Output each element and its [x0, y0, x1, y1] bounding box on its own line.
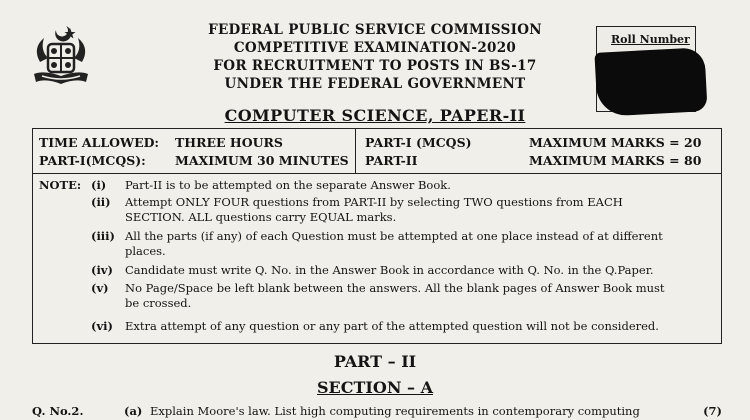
- note-text: No Page/Space be left blank between the answers. All the blank pages of Answer Book must: [125, 281, 665, 295]
- note-text: Attempt ONLY FOUR questions from PART-II by selecting TWO questions from EACH: [125, 195, 623, 209]
- recruitment-line: FOR RECRUITMENT TO POSTS IN BS-17: [213, 58, 537, 74]
- roll-number-label: Roll Number: [611, 33, 690, 46]
- note-number: (v): [91, 281, 109, 295]
- question-part: (a): [124, 404, 143, 418]
- note-label: NOTE:: [39, 178, 82, 192]
- note-text: All the parts (if any) of each Question must be attempted at one place instead of at different: [125, 229, 663, 243]
- paper-subject-title: COMPUTER SCIENCE, PAPER-II: [224, 106, 526, 125]
- note-text: be crossed.: [125, 296, 192, 310]
- part1-max-marks: MAXIMUM MARKS = 20: [529, 135, 702, 150]
- question-number: Q. No.2.: [32, 404, 84, 418]
- redacted-roll-number: [594, 47, 707, 117]
- note-text: SECTION. ALL questions carry EQUAL marks.: [125, 210, 397, 224]
- note-number: (iii): [91, 229, 115, 243]
- government-line: UNDER THE FEDERAL GOVERNMENT: [224, 76, 526, 92]
- note-number: (vi): [91, 319, 113, 333]
- part1-time-value: MAXIMUM 30 MINUTES: [175, 153, 349, 168]
- note-number: (i): [91, 178, 107, 192]
- note-text: Extra attempt of any question or any part of the attempted question will not be considered.: [125, 319, 659, 333]
- question-text: Explain Moore's law. List high computing requirements in contemporary computing: [150, 404, 640, 418]
- part1-time-label: PART-I(MCQS):: [39, 153, 146, 168]
- section-heading: SECTION – A: [317, 378, 433, 397]
- note-text: places.: [125, 244, 166, 258]
- exam-name: COMPETITIVE EXAMINATION-2020: [233, 40, 517, 56]
- note-text: Candidate must write Q. No. in the Answer Book in accordance with Q. No. in the Q.Paper.: [125, 263, 654, 277]
- time-allowed-label: TIME ALLOWED:: [39, 135, 160, 150]
- part-heading: PART – II: [333, 352, 417, 371]
- part1-marks-label: PART-I (MCQS): [365, 135, 472, 150]
- part2-marks-label: PART-II: [365, 153, 418, 168]
- divider: [33, 173, 721, 174]
- time-allowed-value: THREE HOURS: [175, 135, 283, 150]
- commission-name: FEDERAL PUBLIC SERVICE COMMISSION: [208, 22, 542, 38]
- part2-max-marks: MAXIMUM MARKS = 80: [529, 153, 702, 168]
- note-number: (ii): [91, 195, 111, 209]
- note-number: (iv): [91, 263, 113, 277]
- question-marks: (7): [703, 404, 722, 418]
- instructions-box: [32, 128, 722, 344]
- note-text: Part-II is to be attempted on the separate Answer Book.: [125, 178, 451, 192]
- divider: [355, 129, 356, 173]
